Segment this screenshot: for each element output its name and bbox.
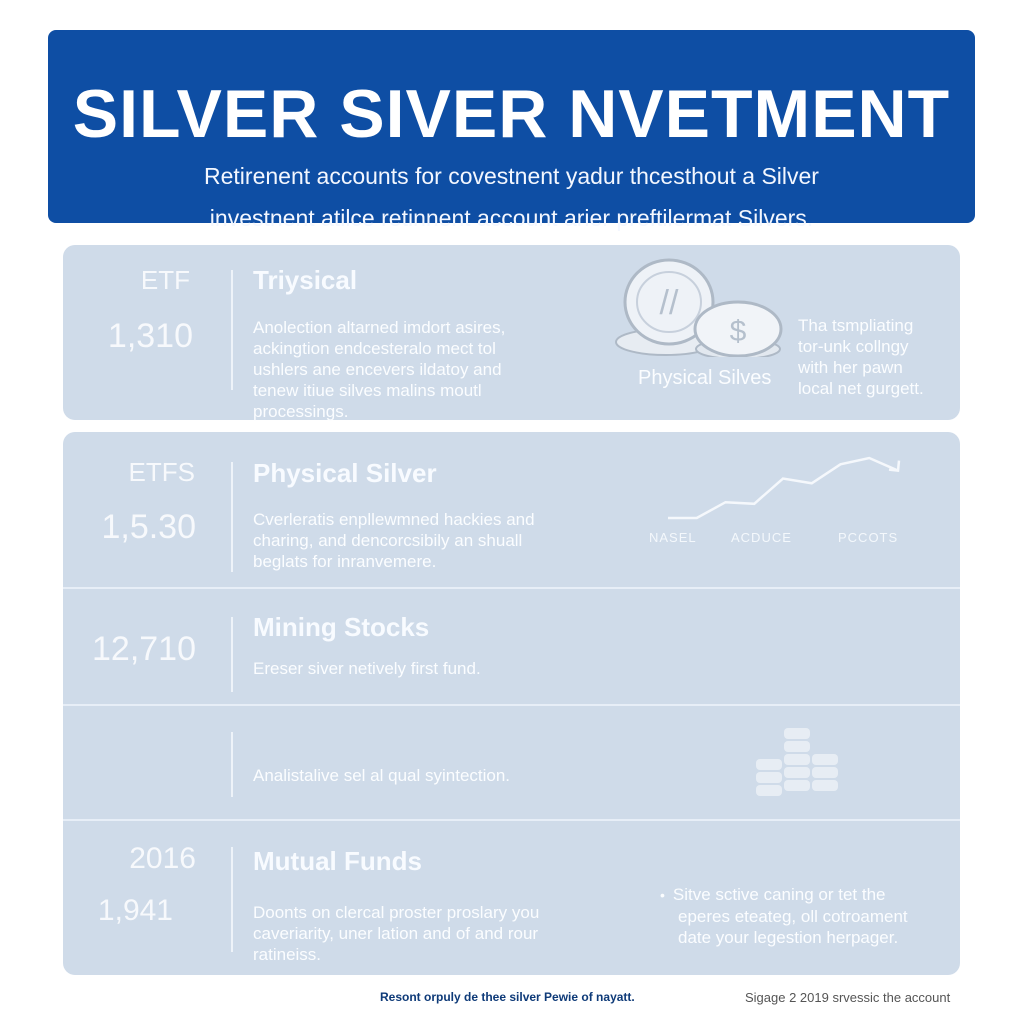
funds-desc-line-2: caveriarity, uner lation and of and rour [253, 924, 539, 943]
silver-coins-icon [611, 257, 786, 357]
row-divider [63, 587, 960, 589]
mining-description: Ereser siver netively first fund. [253, 659, 481, 678]
physical-number: 1,5.30 [101, 508, 196, 546]
etf-side-line-3: with her pawn [798, 358, 903, 377]
vertical-divider [231, 270, 233, 390]
mutual-funds-title: Mutual Funds [253, 846, 422, 876]
subtitle-line-2: investnent atilce retinnent account arier preftilermat Silvers. [209, 205, 814, 231]
svg-text://: // [659, 284, 679, 322]
etf-desc-line-5: processings. [253, 402, 349, 421]
svg-text:$: $ [729, 315, 747, 348]
coin-stack-icon [753, 724, 843, 799]
header-subtitle [48, 155, 975, 239]
mining-stocks-title: Mining Stocks [253, 612, 430, 642]
etf-card [63, 245, 960, 420]
funds-side-note [660, 884, 950, 948]
etf-side-line-2: tor-unk collngy [798, 337, 909, 356]
page-title: SILVER SIVER NVETMENT [72, 76, 951, 152]
bullet-icon: • [660, 887, 665, 903]
etf-desc-line-2: ackingtion endcesteralo mect tol [253, 339, 496, 358]
funds-side-line-3: date your legestion herpager. [678, 928, 899, 947]
mining-number: 12,710 [92, 630, 196, 668]
etf-title: Triysical [253, 265, 358, 295]
etf-description [253, 317, 553, 422]
vertical-divider [231, 732, 233, 797]
vertical-divider [231, 617, 233, 692]
funds-description [253, 902, 583, 965]
funds-year: 2016 [129, 842, 196, 875]
trend-line-chart [658, 450, 918, 530]
vertical-divider [231, 462, 233, 572]
physical-desc-line-2: charing, and dencorcsibily an shuall [253, 531, 523, 550]
chart-label-nasel: NASEL [649, 530, 697, 545]
etfs-label: ETFS [128, 457, 195, 487]
analistalive-description: Analistalive sel al qual syintection. [253, 766, 511, 785]
subtitle-line-1: Retirenent accounts for covestnent yadur thcesthout a Silver [204, 163, 819, 189]
etf-desc-line-4: tenew itiue silves malins moutl [253, 381, 482, 400]
trend-arrow-icon [889, 461, 899, 471]
footer-left-text: Resont orpuly de thee silver Pewie of nayatt. [380, 990, 635, 1004]
funds-desc-line-3: ratineiss. [253, 945, 322, 964]
etf-desc-line-1: Anolection altarned imdort asires, [253, 318, 506, 337]
chart-label-pccots: PCCOTS [838, 530, 899, 545]
row-divider [63, 819, 960, 821]
funds-side-line-1 [660, 884, 950, 906]
funds-desc-line-1: Doonts on clercal proster proslary you [253, 903, 540, 922]
etf-number: 1,310 [107, 317, 193, 355]
physical-desc-line-3: beglats for inranvemere. [253, 552, 437, 571]
header-banner [48, 30, 975, 231]
chart-label-acduce: ACDUCE [731, 530, 792, 545]
vertical-divider [231, 847, 233, 952]
physical-description [253, 509, 583, 572]
footer-right-text: Sigage 2 2019 srvessic the account [745, 990, 951, 1005]
physical-silver-title: Physical Silver [253, 458, 437, 488]
etf-label: ETF [140, 265, 190, 295]
funds-side-text-1: Sitve sctive caning or tet the [672, 885, 886, 904]
funds-number: 1,941 [97, 894, 173, 927]
etf-desc-line-3: ushlers ane encevers ildatoy and [253, 360, 502, 379]
etf-side-line-1: Tha tsmpliating [798, 316, 914, 335]
row-divider [63, 704, 960, 706]
physical-desc-line-1: Cverleratis enpllewmned hackies and [253, 510, 535, 529]
etf-side-note [798, 315, 958, 399]
funds-side-line-2: eperes eteateg, oll cotroament [678, 907, 908, 926]
investment-table-card [63, 432, 960, 975]
etf-side-line-4: local net gurgett. [798, 379, 924, 398]
physical-silves-caption: Physical Silves [638, 367, 772, 389]
trend-series-line [668, 458, 898, 518]
